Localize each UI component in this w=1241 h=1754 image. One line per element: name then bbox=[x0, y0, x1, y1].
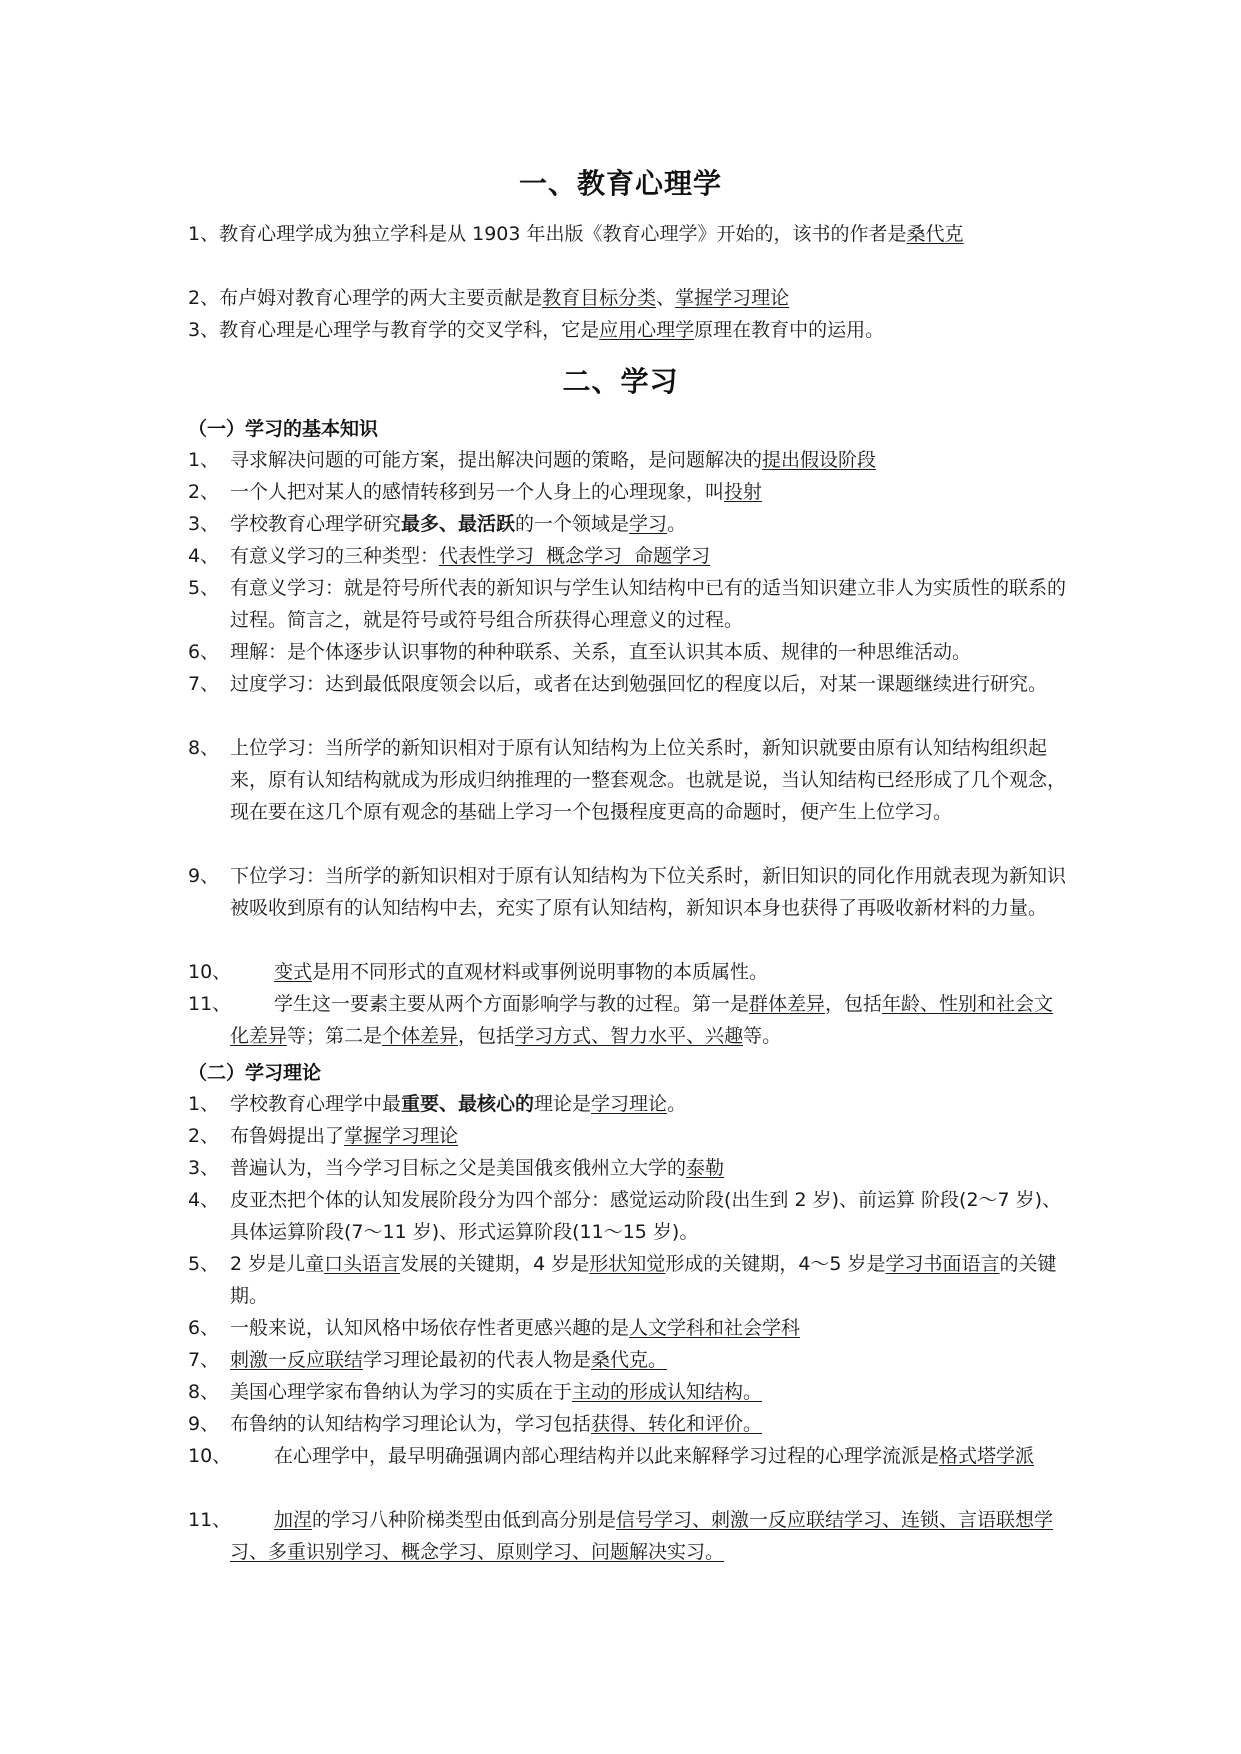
p2-item-8-answer: 主动的形成认知结构。 bbox=[572, 1381, 763, 1403]
p2-item-4 bbox=[188, 1184, 1068, 1248]
p1-item-5-num: 5、 bbox=[188, 577, 220, 599]
p1-item-2 bbox=[188, 476, 1068, 508]
p1-item-7 bbox=[188, 668, 1068, 700]
p2-item-10-answer: 格式塔学派 bbox=[939, 1445, 1035, 1467]
p1-item-9-num: 9、 bbox=[188, 865, 220, 887]
p1-item-6-text: 理解：是个体逐步认识事物的种种联系、关系，直至认识其本质、规律的一种思维活动。 bbox=[230, 641, 972, 663]
p1-item-5 bbox=[188, 572, 1068, 636]
p1-item-11-text-3: 等；第二是 bbox=[287, 1025, 383, 1047]
s1-item-1-text: 1、教育心理学成为独立学科是从 1903 年出版《教育心理学》开始的，该书的作者是 bbox=[188, 223, 907, 245]
p1-item-10 bbox=[188, 956, 1068, 988]
p2-item-9-text: 布鲁纳的认知结构学习理论认为，学习包括 bbox=[230, 1413, 592, 1435]
p1-item-1 bbox=[188, 444, 1068, 476]
p1-item-11 bbox=[188, 988, 1068, 1052]
s1-item-3-text: 3、教育心理是心理学与教育学的交叉学科，它是 bbox=[188, 319, 600, 341]
section1-title: 一、教育心理学 bbox=[518, 167, 722, 200]
p1-item-10-num: 10、 bbox=[188, 961, 232, 983]
s1-item-2-answer-1: 教育目标分类 bbox=[542, 287, 657, 309]
p2-item-1-num: 1、 bbox=[188, 1093, 220, 1115]
p1-item-3 bbox=[188, 508, 1068, 540]
p1-item-11-answer-4: 学习方式、智力水平、兴趣 bbox=[515, 1025, 744, 1047]
s1-item-3 bbox=[188, 314, 1068, 346]
p2-item-2-num: 2、 bbox=[188, 1125, 220, 1147]
p2-item-9-num: 9、 bbox=[188, 1413, 220, 1435]
p2-item-10 bbox=[188, 1440, 1068, 1472]
p2-item-3 bbox=[188, 1152, 1068, 1184]
p2-item-1-bold: 重要、最核心的 bbox=[401, 1093, 535, 1115]
p1-item-8 bbox=[188, 732, 1068, 828]
p2-item-3-answer: 泰勒 bbox=[686, 1157, 725, 1179]
p1-item-2-text: 一个人把对某人的感情转移到另一个人身上的心理现象，叫 bbox=[230, 481, 725, 503]
p2-item-10-text: 在心理学中，最早明确强调内部心理结构并以此来解释学习过程的心理学流派是 bbox=[274, 1445, 940, 1467]
p1-item-4-answer: 代表性学习 概念学习 命题学习 bbox=[439, 545, 711, 567]
p2-item-5-text-1: 2 岁是儿童 bbox=[230, 1253, 325, 1275]
p1-item-3-text-2: 的一个领域是 bbox=[515, 513, 630, 535]
p2-item-5-answer-1: 口头语言 bbox=[324, 1253, 401, 1275]
p1-item-10-answer: 变式 bbox=[274, 961, 313, 983]
p2-item-11-answer-2: 信号学习、刺激一反应联结学习、连锁、言语联想学习、多重识别学习、概念学习、原则学习、问题解决实习。 bbox=[230, 1509, 1054, 1563]
p2-item-1-text-3: 。 bbox=[667, 1093, 687, 1115]
p2-item-4-text: 皮亚杰把个体的认知发展阶段分为四个部分：感觉运动阶段(出生到 2 岁)、前运算 阶段(2～7 岁)、具体运算阶段(7～11 岁)、形式运算阶段(11～15 岁)。 bbox=[230, 1189, 1062, 1243]
p2-item-1-answer: 学习理论 bbox=[591, 1093, 668, 1115]
p1-item-11-text-5: 等。 bbox=[743, 1025, 782, 1047]
p1-item-6-num: 6、 bbox=[188, 641, 220, 663]
p2-item-2 bbox=[188, 1120, 1068, 1152]
p1-item-9 bbox=[188, 860, 1068, 924]
p1-item-6 bbox=[188, 636, 1068, 668]
p1-item-1-num: 1、 bbox=[188, 449, 220, 471]
p2-item-11-text: 的学习八种阶梯类型由低到高分别是 bbox=[312, 1509, 617, 1531]
p2-item-7-answer-2: 桑代克。 bbox=[591, 1349, 668, 1371]
p1-item-1-text: 寻求解决问题的可能方案，提出解决问题的策略，是问题解决的 bbox=[230, 449, 763, 471]
p2-item-11-num: 11、 bbox=[188, 1509, 232, 1531]
p2-item-2-answer: 掌握学习理论 bbox=[344, 1125, 459, 1147]
s1-item-2-answer-2: 掌握学习理论 bbox=[675, 287, 790, 309]
p2-item-9-answer: 获得、转化和评价。 bbox=[591, 1413, 763, 1435]
p1-item-4 bbox=[188, 540, 1068, 572]
p1-item-11-text-4: ，包括 bbox=[458, 1025, 516, 1047]
p2-item-11 bbox=[188, 1504, 1068, 1568]
part2-title: （二）学习理论 bbox=[188, 1062, 322, 1084]
p1-item-11-num: 11、 bbox=[188, 993, 232, 1015]
p1-item-3-text-1: 学校教育心理学研究 bbox=[230, 513, 402, 535]
p1-item-11-answer-2: 年龄、性别和社会文化差异 bbox=[230, 993, 1054, 1047]
s1-item-2 bbox=[188, 282, 1068, 314]
p2-item-7-text: 学习理论最初的代表人物是 bbox=[363, 1349, 592, 1371]
p1-item-8-text: 上位学习：当所学的新知识相对于原有认知结构为上位关系时，新知识就要由原有认知结构组织起来，原有认知结构就成为形成归纳推理的一整套观念。也就是说，当认知结构已经形成了几个观念，现在要在这几个原有观念的基础上学习一个包摄程度更高的命题时，便产生上位学习。 bbox=[230, 737, 1067, 823]
p1-item-11-answer-1: 群体差异 bbox=[749, 993, 826, 1015]
p2-item-1-text-2: 理论是 bbox=[534, 1093, 592, 1115]
p2-item-7-num: 7、 bbox=[188, 1349, 220, 1371]
p2-item-5-answer-2: 形状知觉 bbox=[589, 1253, 666, 1275]
p1-item-11-text-1: 学生这一要素主要从两个方面影响学与教的过程。第一是 bbox=[274, 993, 750, 1015]
p1-item-7-num: 7、 bbox=[188, 673, 220, 695]
p2-item-10-num: 10、 bbox=[188, 1445, 232, 1467]
s1-item-3-answer: 应用心理学 bbox=[599, 319, 695, 341]
p2-item-11-answer-1: 加涅 bbox=[274, 1509, 313, 1531]
s1-item-1 bbox=[188, 218, 1068, 250]
p2-item-4-num: 4、 bbox=[188, 1189, 220, 1211]
p2-item-5 bbox=[188, 1248, 1068, 1312]
p2-item-6-num: 6、 bbox=[188, 1317, 220, 1339]
p2-item-2-text: 布鲁姆提出了 bbox=[230, 1125, 345, 1147]
p2-item-5-text-4: 的关键期。 bbox=[230, 1253, 1057, 1307]
p1-item-3-num: 3、 bbox=[188, 513, 220, 535]
p1-item-1-answer: 提出假设阶段 bbox=[762, 449, 877, 471]
p2-item-3-num: 3、 bbox=[188, 1157, 220, 1179]
p1-item-8-num: 8、 bbox=[188, 737, 220, 759]
p1-item-3-bold: 最多、最活跃 bbox=[401, 513, 516, 535]
p2-item-6 bbox=[188, 1312, 1068, 1344]
p2-item-8 bbox=[188, 1376, 1068, 1408]
s1-item-3-suffix: 原理在教育中的运用。 bbox=[694, 319, 885, 341]
p2-item-1-text-1: 学校教育心理学中最 bbox=[230, 1093, 402, 1115]
p1-item-5-text: 有意义学习：就是符号所代表的新知识与学生认知结构中已有的适当知识建立非人为实质性的联系的过程。简言之，就是符号或符号组合所获得心理意义的过程。 bbox=[230, 577, 1067, 631]
p1-item-2-answer: 投射 bbox=[724, 481, 763, 503]
p2-item-7 bbox=[188, 1344, 1068, 1376]
p1-item-4-num: 4、 bbox=[188, 545, 220, 567]
p2-item-7-answer-1: 刺激一反应联结 bbox=[230, 1349, 364, 1371]
p1-item-4-text: 有意义学习的三种类型： bbox=[230, 545, 440, 567]
p1-item-7-text: 过度学习：达到最低限度领会以后，或者在达到勉强回忆的程度以后，对某一课题继续进行研究。 bbox=[230, 673, 1048, 695]
p1-item-9-text: 下位学习：当所学的新知识相对于原有认知结构为下位关系时，新旧知识的同化作用就表现为新知识被吸收到原有的认知结构中去，充实了原有认知结构，新知识本身也获得了再吸收新材料的力量。 bbox=[230, 865, 1067, 919]
p1-item-10-text: 是用不同形式的直观材料或事例说明事物的本质属性。 bbox=[312, 961, 769, 983]
p1-item-3-text-3: 。 bbox=[667, 513, 687, 535]
p2-item-5-answer-3: 学习书面语言 bbox=[885, 1253, 1000, 1275]
p1-item-3-answer: 学习 bbox=[629, 513, 668, 535]
s1-item-1-answer: 桑代克 bbox=[906, 223, 964, 245]
p2-item-8-text: 美国心理学家布鲁纳认为学习的实质在于 bbox=[230, 1381, 573, 1403]
p2-item-5-text-2: 发展的关键期，4 岁是 bbox=[400, 1253, 590, 1275]
p2-item-6-text: 一般来说，认知风格中场依存性者更感兴趣的是 bbox=[230, 1317, 630, 1339]
p2-item-3-text: 普遍认为，当今学习目标之父是美国俄亥俄州立大学的 bbox=[230, 1157, 687, 1179]
p2-item-5-num: 5、 bbox=[188, 1253, 220, 1275]
p2-item-5-text-3: 形成的关键期，4～5 岁是 bbox=[665, 1253, 886, 1275]
s1-item-2-text: 2、布卢姆对教育心理学的两大主要贡献是 bbox=[188, 287, 543, 309]
p2-item-9 bbox=[188, 1408, 1068, 1440]
p1-item-11-text-2: ，包括 bbox=[825, 993, 883, 1015]
p1-item-2-num: 2、 bbox=[188, 481, 220, 503]
s1-item-2-sep: 、 bbox=[656, 287, 676, 309]
p2-item-8-num: 8、 bbox=[188, 1381, 220, 1403]
section2-title: 二、学习 bbox=[562, 365, 679, 398]
p1-item-11-answer-3: 个体差异 bbox=[382, 1025, 459, 1047]
p2-item-1 bbox=[188, 1088, 1068, 1120]
p2-item-6-answer: 人文学科和社会学科 bbox=[629, 1317, 801, 1339]
part1-title: （一）学习的基本知识 bbox=[188, 418, 379, 440]
